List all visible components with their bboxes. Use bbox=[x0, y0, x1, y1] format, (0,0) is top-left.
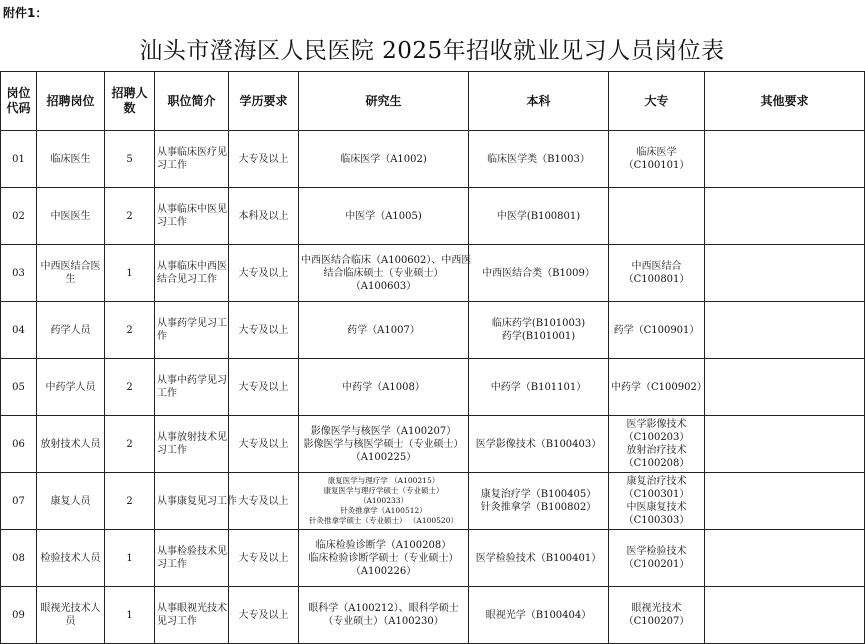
header-intro: 职位简介 bbox=[155, 72, 229, 131]
cell-college bbox=[609, 188, 705, 245]
cell-intro: 从事临床医疗见 习工作 bbox=[155, 131, 229, 188]
header-postgraduate: 研究生 bbox=[299, 72, 469, 131]
cell-position: 中药学人员 bbox=[37, 359, 105, 416]
cell-count: 1 bbox=[105, 587, 155, 644]
cell-education: 大专及以上 bbox=[229, 587, 299, 644]
cell-college: 康复治疗技术 （C100301） 中医康复技术 （C100303） bbox=[609, 473, 705, 530]
cell-count: 2 bbox=[105, 359, 155, 416]
cell-intro: 从事放射技术见 习工作 bbox=[155, 416, 229, 473]
cell-undergraduate: 中西医结合类（B1009） bbox=[469, 245, 609, 302]
cell-other bbox=[705, 587, 865, 644]
table-row bbox=[1, 188, 865, 245]
cell-college: 临床医学 （C100101） bbox=[609, 131, 705, 188]
cell-code: 04 bbox=[1, 302, 37, 359]
cell-education: 大专及以上 bbox=[229, 131, 299, 188]
header-undergraduate: 本科 bbox=[469, 72, 609, 131]
cell-other bbox=[705, 359, 865, 416]
cell-postgraduate: 眼科学（A100212）、眼科学硕士 （专业硕士）（A100230） bbox=[299, 587, 469, 644]
cell-undergraduate: 眼视光学（B100404） bbox=[469, 587, 609, 644]
cell-postgraduate: 影像医学与核医学（A100207） 影像医学与核医学硕士（专业硕士） （A100225） bbox=[299, 416, 469, 473]
cell-undergraduate: 临床医学类（B1003） bbox=[469, 131, 609, 188]
attachment-label: 附件1： bbox=[3, 6, 48, 20]
cell-code: 07 bbox=[1, 473, 37, 530]
cell-other bbox=[705, 473, 865, 530]
cell-code: 02 bbox=[1, 188, 37, 245]
cell-undergraduate: 中药学（B101101） bbox=[469, 359, 609, 416]
cell-intro: 从事中药学见习 工作 bbox=[155, 359, 229, 416]
table-row bbox=[1, 245, 865, 302]
cell-education: 大专及以上 bbox=[229, 530, 299, 587]
cell-code: 05 bbox=[1, 359, 37, 416]
cell-undergraduate: 中医学(B100801) bbox=[469, 188, 609, 245]
cell-intro: 从事临床中医见 习工作 bbox=[155, 188, 229, 245]
cell-other bbox=[705, 530, 865, 587]
cell-intro: 从事检验技术见 习工作 bbox=[155, 530, 229, 587]
cell-intro: 从事眼视光技术 见习工作 bbox=[155, 587, 229, 644]
cell-college: 药学（C100901） bbox=[609, 302, 705, 359]
cell-count: 2 bbox=[105, 188, 155, 245]
cell-postgraduate: 临床医学（A1002) bbox=[299, 131, 469, 188]
cell-intro: 从事药学见习工 作 bbox=[155, 302, 229, 359]
cell-count: 2 bbox=[105, 302, 155, 359]
cell-position: 临床医生 bbox=[37, 131, 105, 188]
cell-other bbox=[705, 188, 865, 245]
cell-education: 大专及以上 bbox=[229, 473, 299, 530]
cell-other bbox=[705, 131, 865, 188]
cell-college: 中西医结合 （C100801） bbox=[609, 245, 705, 302]
header-other: 其他要求 bbox=[705, 72, 865, 131]
cell-intro: 从事临床中西医 结合见习工作 bbox=[155, 245, 229, 302]
cell-position: 中西医结合医 生 bbox=[37, 245, 105, 302]
header-education: 学历要求 bbox=[229, 72, 299, 131]
header-college: 大专 bbox=[609, 72, 705, 131]
cell-undergraduate: 临床药学(B101003) 药学(B101001) bbox=[469, 302, 609, 359]
cell-count: 1 bbox=[105, 245, 155, 302]
header-code: 岗位 代码 bbox=[1, 72, 37, 131]
cell-college: 医学影像技术 （C100203） 放射治疗技术 （C100208） bbox=[609, 416, 705, 473]
cell-college: 眼视光技术 （C100207） bbox=[609, 587, 705, 644]
cell-code: 01 bbox=[1, 131, 37, 188]
cell-position: 药学人员 bbox=[37, 302, 105, 359]
cell-position: 康复人员 bbox=[37, 473, 105, 530]
cell-count: 2 bbox=[105, 416, 155, 473]
cell-count: 5 bbox=[105, 131, 155, 188]
cell-position: 眼视光技术人 员 bbox=[37, 587, 105, 644]
page-title: 汕头市澄海区人民医院 2025年招收就业见习人员岗位表 bbox=[139, 38, 725, 64]
cell-postgraduate: 药学（A1007） bbox=[299, 302, 469, 359]
cell-position: 中医医生 bbox=[37, 188, 105, 245]
cell-education: 大专及以上 bbox=[229, 302, 299, 359]
cell-position: 放射技术人员 bbox=[37, 416, 105, 473]
cell-count: 1 bbox=[105, 530, 155, 587]
table-row bbox=[1, 416, 865, 473]
cell-undergraduate: 医学检验技术（B100401） bbox=[469, 530, 609, 587]
table-row bbox=[1, 131, 865, 188]
cell-postgraduate: 中西医结合临床（A100602）、中西医 结合临床硕士（专业硕士） （A100603） bbox=[299, 245, 469, 302]
header-count: 招聘人 数 bbox=[105, 72, 155, 131]
header-position: 招聘岗位 bbox=[37, 72, 105, 131]
cell-undergraduate: 医学影像技术（B100403） bbox=[469, 416, 609, 473]
cell-postgraduate: 中医学（A1005) bbox=[299, 188, 469, 245]
cell-postgraduate: 临床检验诊断学（A100208） 临床检验诊断学硕士（专业硕士） （A100226） bbox=[299, 530, 469, 587]
cell-code: 08 bbox=[1, 530, 37, 587]
cell-position: 检验技术人员 bbox=[37, 530, 105, 587]
table-header-row bbox=[1, 72, 865, 131]
table-row bbox=[1, 587, 865, 644]
cell-intro: 从事康复见习工作 bbox=[155, 473, 229, 530]
cell-undergraduate: 康复治疗学（B100405） 针灸推拿学（B100802） bbox=[469, 473, 609, 530]
cell-code: 03 bbox=[1, 245, 37, 302]
table-row bbox=[1, 302, 865, 359]
table-row bbox=[1, 530, 865, 587]
cell-education: 大专及以上 bbox=[229, 359, 299, 416]
positions-table bbox=[0, 71, 865, 644]
cell-code: 06 bbox=[1, 416, 37, 473]
cell-education: 本科及以上 bbox=[229, 188, 299, 245]
cell-education: 大专及以上 bbox=[229, 416, 299, 473]
cell-code: 09 bbox=[1, 587, 37, 644]
cell-postgraduate: 中药学（A1008） bbox=[299, 359, 469, 416]
cell-postgraduate: 康复医学与理疗学 （A100215） 康复医学与理疗学硕士（专业硕士） （A100233） 针灸推拿学（A100512） 针灸推拿学硕士（专业硕士） （A100520） bbox=[299, 473, 469, 530]
table-row bbox=[1, 473, 865, 530]
cell-college: 中药学（C100902） bbox=[609, 359, 705, 416]
cell-other bbox=[705, 245, 865, 302]
cell-education: 大专及以上 bbox=[229, 245, 299, 302]
table-row bbox=[1, 359, 865, 416]
cell-count: 2 bbox=[105, 473, 155, 530]
cell-other bbox=[705, 302, 865, 359]
cell-college: 医学检验技术 （C100201） bbox=[609, 530, 705, 587]
cell-other bbox=[705, 416, 865, 473]
